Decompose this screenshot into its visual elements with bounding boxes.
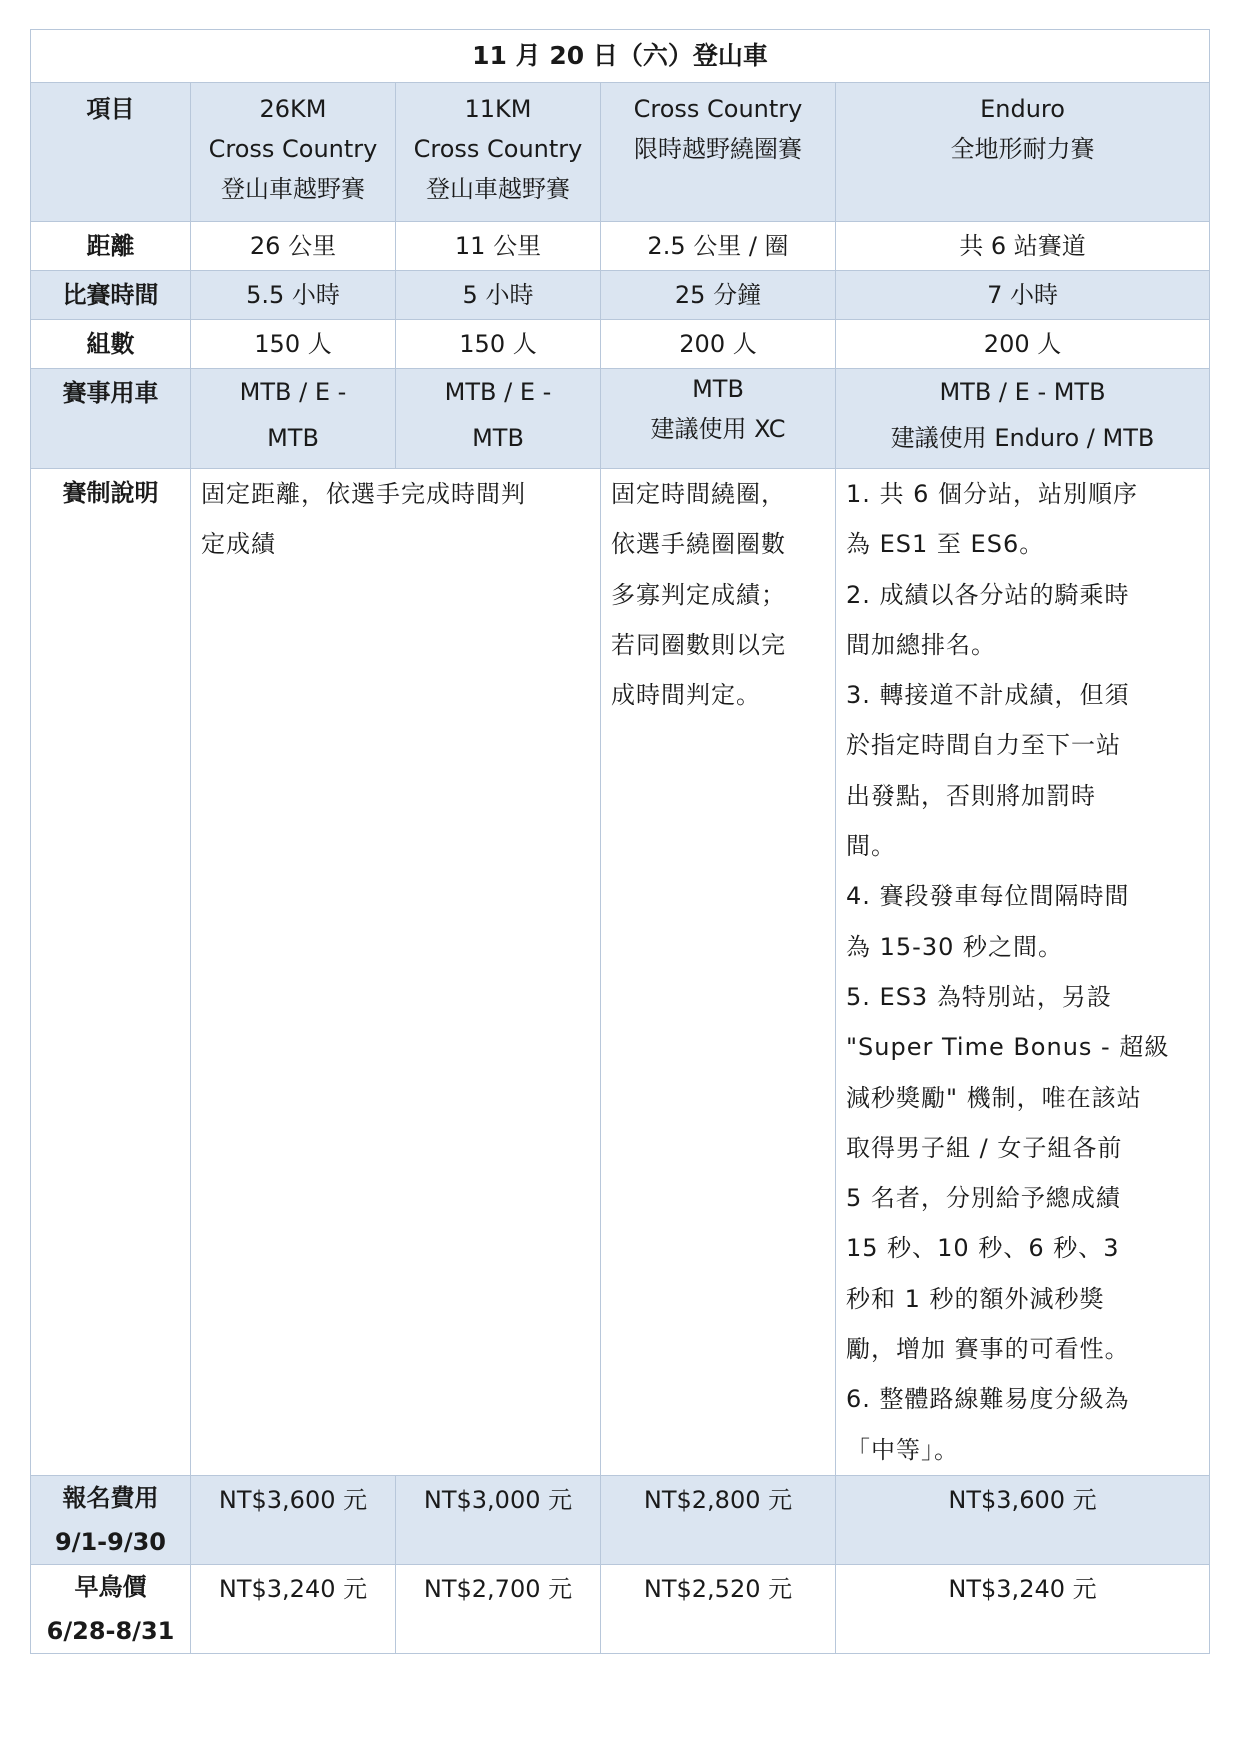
table-cell: 200 人 — [601, 320, 836, 369]
table-cell: 5 小時 — [396, 271, 601, 320]
cell-line: 「中等」。 — [846, 1435, 959, 1464]
cell-line: 建議使用 XC — [650, 415, 786, 443]
table-cell: 7 小時 — [836, 271, 1210, 320]
cell-line: MTB / E - MTB — [939, 378, 1106, 406]
cell-line: 間。 — [846, 832, 896, 861]
table-cell: NT$2,700 元 — [396, 1564, 601, 1653]
table-cell — [601, 369, 836, 469]
rules-cell-distance — [191, 469, 601, 1476]
table-cell: NT$3,600 元 — [191, 1475, 396, 1564]
table-cell: 5.5 小時 — [191, 271, 396, 320]
row-label: 比賽時間 — [31, 271, 191, 320]
table-cell: NT$2,800 元 — [601, 1475, 836, 1564]
cell-line: 固定距離，依選手完成時間判 — [201, 480, 526, 508]
cell-line: 建議使用 Enduro / MTB — [890, 424, 1155, 452]
cell-line: 4. 賽段發車每位間隔時間 — [846, 882, 1130, 911]
fee-row — [31, 1475, 1210, 1564]
header-cell-enduro — [836, 83, 1210, 222]
header-line: Cross Country — [208, 135, 378, 163]
cell-line: MTB — [472, 424, 524, 452]
table-cell — [396, 369, 601, 469]
header-line: 限時越野繞圈賽 — [634, 135, 802, 163]
row-label: 距離 — [31, 222, 191, 271]
table-cell: NT$3,240 元 — [191, 1564, 396, 1653]
cell-line: MTB / E - — [444, 378, 552, 406]
race-info-table — [30, 29, 1210, 1654]
header-line: 登山車越野賽 — [426, 175, 570, 203]
table-cell: 150 人 — [396, 320, 601, 369]
cell-line: 間加總排名。 — [846, 630, 996, 659]
time-row — [31, 271, 1210, 320]
row-label: 賽制說明 — [31, 469, 191, 1476]
cell-line: 秒和 1 秒的額外減秒獎 — [846, 1284, 1105, 1313]
table-title: 11 月 20 日（六）登山車 — [31, 30, 1210, 83]
table-cell — [836, 369, 1210, 469]
table-cell: 2.5 公里 / 圈 — [601, 222, 836, 271]
cell-line: 早鳥價 — [74, 1572, 147, 1601]
title-row — [31, 30, 1210, 83]
table-cell: NT$3,600 元 — [836, 1475, 1210, 1564]
cell-line: 固定時間繞圈， — [611, 480, 786, 508]
rules-cell-xc — [601, 469, 836, 1476]
cell-line: 5. ES3 為特別站，另設 — [846, 982, 1112, 1011]
cell-line: 6/28-8/31 — [46, 1616, 175, 1645]
early-bird-row — [31, 1564, 1210, 1653]
cell-line: 出發點，否則將加罰時 — [846, 781, 1096, 810]
table-cell: 11 公里 — [396, 222, 601, 271]
header-label: 項目 — [31, 83, 191, 222]
cell-line: 3. 轉接道不計成績，但須 — [846, 681, 1130, 710]
table-cell: NT$3,240 元 — [836, 1564, 1210, 1653]
table-cell: 150 人 — [191, 320, 396, 369]
cell-line: 為 15-30 秒之間。 — [846, 932, 1063, 961]
row-label: 組數 — [31, 320, 191, 369]
header-line: 26KM — [259, 95, 327, 123]
table-cell: 25 分鐘 — [601, 271, 836, 320]
table-cell: 200 人 — [836, 320, 1210, 369]
header-line: 全地形耐力賽 — [950, 135, 1095, 163]
cell-line: 成時間判定。 — [611, 681, 761, 710]
cell-line: MTB — [267, 424, 319, 452]
table-cell — [191, 369, 396, 469]
table-cell: NT$3,000 元 — [396, 1475, 601, 1564]
cell-line: 5 名者，分別給予總成績 — [846, 1184, 1121, 1213]
cell-line: 若同圈數則以完 — [611, 630, 786, 659]
header-line: Cross Country — [633, 95, 803, 123]
distance-row — [31, 222, 1210, 271]
cell-line: 勵，增加 賽事的可看性。 — [846, 1335, 1130, 1364]
header-cell-xc — [601, 83, 836, 222]
table-cell: 共 6 站賽道 — [836, 222, 1210, 271]
cell-line: 報名費用 — [62, 1483, 159, 1512]
row-label — [31, 1564, 191, 1653]
row-label: 賽事用車 — [31, 369, 191, 469]
cell-line: 為 ES1 至 ES6。 — [846, 530, 1045, 559]
header-cell-26km — [191, 83, 396, 222]
header-line: 11KM — [464, 95, 532, 123]
cell-line: 定成績 — [201, 530, 276, 559]
table-cell: 26 公里 — [191, 222, 396, 271]
cell-line: MTB / E - — [239, 378, 347, 406]
cell-line: 15 秒、10 秒、6 秒、3 — [846, 1234, 1120, 1263]
vehicle-row — [31, 369, 1210, 469]
cell-line: 依選手繞圈圈數 — [611, 530, 786, 559]
groups-row — [31, 320, 1210, 369]
table-cell: NT$2,520 元 — [601, 1564, 836, 1653]
cell-line: 2. 成績以各分站的騎乘時 — [846, 580, 1130, 609]
cell-line: 6. 整體路線難易度分級為 — [846, 1385, 1130, 1414]
header-line: Cross Country — [413, 135, 583, 163]
cell-line: MTB — [692, 375, 744, 403]
row-label — [31, 1475, 191, 1564]
cell-line: 取得男子組 / 女子組各前 — [846, 1133, 1123, 1162]
cell-line: 9/1-9/30 — [55, 1527, 166, 1556]
cell-line: 減秒獎勵" 機制，唯在該站 — [846, 1083, 1142, 1112]
header-row — [31, 83, 1210, 222]
rules-row — [31, 469, 1210, 1476]
cell-line: 於指定時間自力至下一站 — [846, 731, 1121, 760]
rules-cell-enduro — [836, 469, 1210, 1476]
header-line: 登山車越野賽 — [221, 175, 365, 203]
cell-line: "Super Time Bonus - 超級 — [846, 1033, 1170, 1062]
cell-line: 多寡判定成績； — [611, 580, 786, 609]
header-line: Enduro — [980, 95, 1065, 123]
header-cell-11km — [396, 83, 601, 222]
cell-line: 1. 共 6 個分站，站別順序 — [846, 480, 1139, 508]
